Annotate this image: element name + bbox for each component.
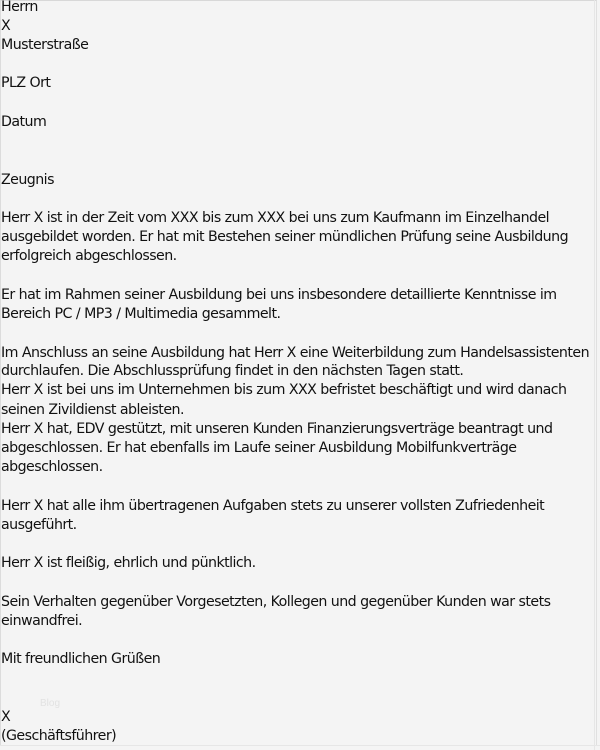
document-title: Zeugnis <box>1 172 54 188</box>
address-city: PLZ Ort <box>1 75 51 91</box>
paragraph-line: seinen Zivildienst ableisten. <box>1 402 184 418</box>
paragraph-line: abgeschlossen. Er hat ebenfalls im Laufe seiner Ausbildung Mobilfunkverträge <box>1 440 517 456</box>
signature-name: X <box>1 709 11 725</box>
paragraph-line: erfolgreich abgeschlossen. <box>1 248 177 264</box>
paragraph-line: durchlaufen. Die Abschlussprüfung findet in den nächsten Tagen statt. <box>1 363 464 379</box>
paragraph-line: Bereich PC / MP3 / Multimedia gesammelt. <box>1 306 281 322</box>
paragraph-line: Sein Verhalten gegenüber Vorgesetzten, Kollegen und gegenüber Kunden war stets <box>1 594 551 610</box>
paragraph-line: ausgebildet worden. Er hat mit Bestehen seiner mündlichen Prüfung seine Ausbildung <box>1 229 569 245</box>
paragraph-line: Herr X ist fleißig, ehrlich und pünktlich. <box>1 555 256 571</box>
paragraph-line: Herr X ist bei uns im Unternehmen bis zum XXX befristet beschäftigt und wird danach <box>1 382 567 398</box>
address-street: Musterstraße <box>1 37 89 53</box>
paragraph-line: abgeschlossen. <box>1 459 103 475</box>
paragraph-line: Im Anschluss an seine Ausbildung hat Herr X eine Weiterbildung zum Handelsassistenten <box>1 345 590 361</box>
paragraph-line: Herr X hat alle ihm übertragenen Aufgaben stets zu unserer vollsten Zufriedenheit <box>1 498 545 514</box>
paragraph-line: ausgeführt. <box>1 517 77 533</box>
page-edge-right <box>594 0 595 750</box>
address-name: X <box>1 18 11 34</box>
watermark: Blog <box>40 698 61 709</box>
closing-line: Mit freundlichen Grüßen <box>1 651 161 667</box>
paragraph-line: einwandfrei. <box>1 613 83 629</box>
paragraph-line: Er hat im Rahmen seiner Ausbildung bei uns insbesondere detaillierte Kenntnisse im <box>1 287 557 303</box>
paragraph-line: Herr X hat, EDV gestützt, mit unseren Kunden Finanzierungsverträge beantragt und <box>1 421 553 437</box>
address-salutation: Herrn <box>1 0 38 15</box>
page-edge-bottom <box>0 745 600 746</box>
paragraph-line: Herr X ist in der Zeit vom XXX bis zum XXX bei uns zum Kaufmann im Einzelhandel <box>1 210 550 226</box>
signature-role: (Geschäftsführer) <box>1 728 117 744</box>
document-date: Datum <box>1 114 47 130</box>
